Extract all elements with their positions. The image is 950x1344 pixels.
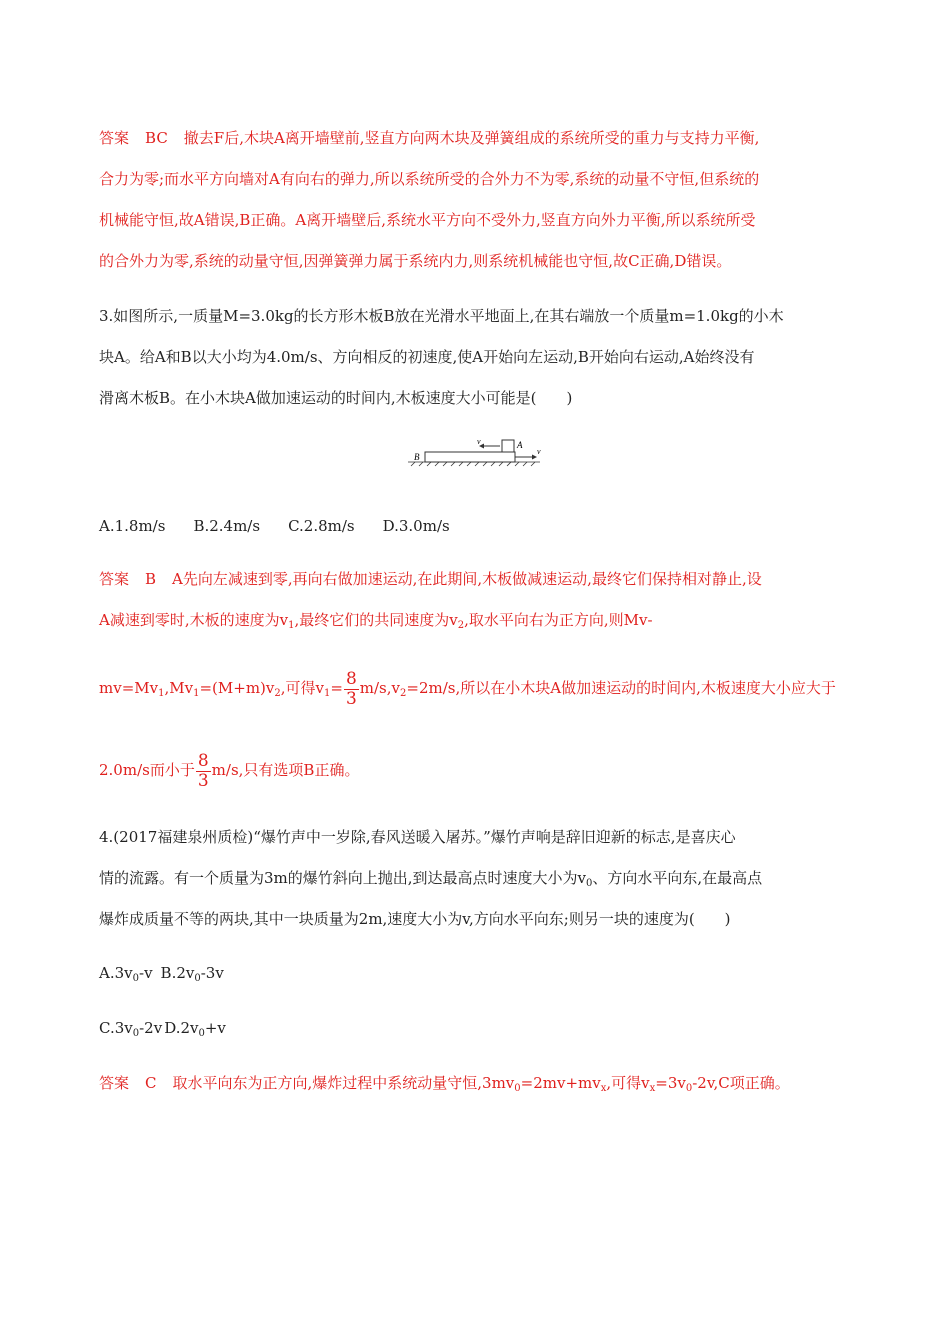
q2-answer-line-1: 答案 BC 撤去F后,木块A离开墙壁前,竖直方向两木块及弹簧组成的系统所受的重力与支持力平衡, — [99, 129, 760, 147]
answer-choice: BC — [145, 129, 168, 147]
q3-text-line-2: 块A。给A和B以大小均为4.0m/s、方向相反的初速度,使A开始向左运动,B开始向右运动,A始终没有 — [99, 348, 755, 366]
q4-text-line-3: 爆炸成质量不等的两块,其中一块质量为2m,速度大小为v,方向水平向东;则另一块的速度为( ) — [99, 910, 731, 928]
q2-answer-line-2: 合力为零;而水平方向墙对A有向右的弹力,所以系统所受的合外力不为零,系统的动量不守恒,但系统的 — [99, 170, 760, 188]
q3-text-line-3: 滑离木板B。在小木块A做加速运动的时间内,木板速度大小可能是( ) — [99, 389, 573, 407]
q3-figure — [405, 432, 555, 472]
block-a — [502, 440, 514, 452]
q4-options-row-2 — [99, 1017, 859, 1039]
q3-answer-line-1: 答案 B A先向左减速到零,再向右做加速运动,在此期间,木板做减速运动,最终它们保持相对静止,设 — [99, 570, 762, 588]
label-v-left: v — [477, 437, 481, 446]
option-c: $C.3v_0-2v$ — [99, 1019, 163, 1039]
q3-options — [99, 515, 859, 537]
q4-text-line-1: 4.(2017福建泉州质检)“爆竹声中一岁除,春风送暖入屠苏。”爆竹声响是辞旧迎新的标志,是喜庆心 — [99, 828, 736, 846]
answer-label: 答案 — [99, 1074, 130, 1092]
answer-label: 答案 — [99, 129, 130, 147]
option-a: A.1.8m/s — [99, 517, 166, 535]
fraction-8-3: $\frac{8}{3}$ — [197, 750, 209, 791]
label-b: B — [414, 452, 420, 462]
option-b: B.2.4m/s — [193, 517, 261, 535]
q4-answer-line-1: 答案 C 取水平向东为正方向,爆炸过程中系统动量守恒$,3mv_0=2mv+mv_x$,可得$v_x=3v_0-2v,C$项正确。 — [99, 1074, 790, 1094]
q2-answer-line-3: 机械能守恒,故A错误,B正确。A离开墙壁后,系统水平方向不受外力,竖直方向外力平衡,所以系统所受 — [99, 211, 756, 229]
answer-label: 答案 — [99, 570, 130, 588]
option-c: C.2.8m/s — [288, 517, 355, 535]
q3-answer-line-3: $mv=Mv_1,Mv_1=(M+m)v_2$,可得$v_1=$ $\frac{8}{3}$ $m/s,v_2=2m/s$,所以在小木块A做加速运动的时间内,木板速度大小应大于 — [99, 668, 836, 709]
board-b — [425, 452, 515, 462]
q2-answer-line-4: 的合外力为零,系统的动量守恒,因弹簧弹力属于系统内力,则系统机械能也守恒,故C正确,D错误。 — [99, 252, 732, 270]
board-block-diagram — [405, 432, 555, 472]
option-d: $D.2v_0+v$ — [164, 1019, 226, 1039]
option-d: D.3.0m/s — [382, 517, 450, 535]
q4-text-line-2: 情的流露。有一个质量为3m的爆竹斜向上抛出,到达最高点时速度大小为$v_0$、方向水平向东,在最高点 — [99, 869, 763, 889]
answer-choice: C — [145, 1074, 157, 1092]
q3-answer-line-2: A减速到零时,木板的速度为$v_1$,最终它们的共同速度为$v_2$,取水平向右为正方向,则Mv- — [99, 611, 653, 631]
q3-answer-line-4: 2.0m/s而小于 $\frac{8}{3}$ m/s,只有选项B正确。 — [99, 750, 360, 791]
label-v-right: v — [537, 447, 541, 456]
fraction-8-3: $\frac{8}{3}$ — [345, 668, 357, 709]
answer-choice: B — [145, 570, 157, 588]
q3-text-line-1: 3.如图所示,一质量M=3.0kg的长方形木板B放在光滑水平地面上,在其右端放一个质量m=1.0kg的小木 — [99, 307, 784, 325]
label-a: A — [517, 440, 523, 450]
option-b: $B.2v_0-3v$ — [160, 964, 224, 984]
option-a: $A.3v_0-v$ — [99, 964, 153, 984]
q4-options-row-1 — [99, 962, 859, 984]
